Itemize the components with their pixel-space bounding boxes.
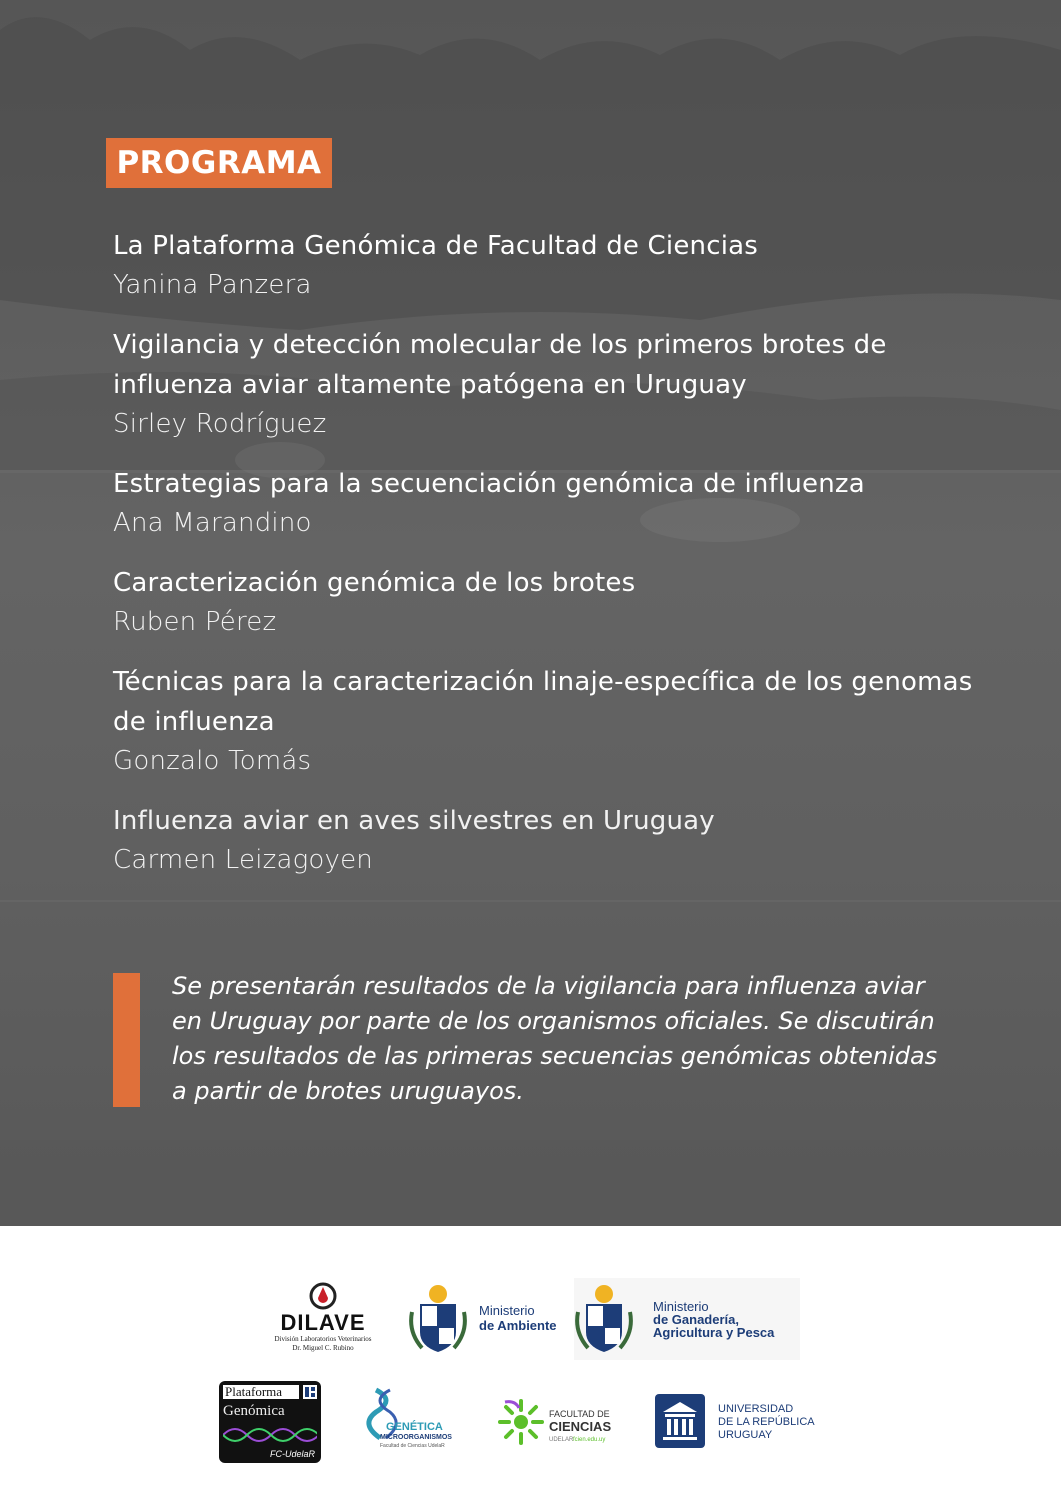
talk-title: Caracterización genómica de los brotes	[113, 568, 636, 598]
udelar-logo	[655, 1394, 815, 1452]
speaker-name: Carmen Leizagoyen	[113, 845, 373, 875]
program-list	[113, 226, 1013, 900]
program-item	[113, 801, 1013, 880]
talk-title: Estrategias para la secuenciación genómica de influenza	[113, 469, 865, 499]
uruguay-coat-of-arms-icon	[574, 1282, 634, 1356]
program-item	[113, 226, 1013, 305]
ciencias-line-3: UDELAR	[549, 1437, 574, 1443]
dilave-name: DILAVE	[280, 1310, 366, 1335]
program-item	[113, 563, 1013, 642]
uruguay-coat-of-arms-icon	[408, 1282, 468, 1356]
udelar-line-1: UNIVERSIDAD	[718, 1403, 794, 1415]
genetica-line-1: GENÉTICA	[386, 1421, 443, 1433]
dna-wave-icon	[223, 1423, 317, 1447]
program-badge: PROGRAMA	[106, 138, 332, 188]
program-item	[113, 662, 1013, 781]
talk-title: Vigilancia y detección molecular de los primeros brotes de influenza aviar altamente patógena en Uruguay	[113, 330, 887, 400]
genetica-line-3: Facultad de Ciencias UdelaR	[380, 1443, 445, 1449]
sponsor-logos	[0, 1226, 1061, 1500]
plataforma-line-2: Genómica	[223, 1403, 285, 1419]
mgap-line-2: de Ganadería,	[653, 1312, 739, 1327]
plataforma-genomica-logo	[219, 1381, 321, 1463]
ciencias-sunburst-icon	[497, 1398, 545, 1446]
note-accent-bar	[113, 973, 140, 1107]
speaker-name: Sirley Rodríguez	[113, 409, 327, 439]
program-item	[113, 325, 1013, 444]
plataforma-grid-icon	[303, 1385, 317, 1399]
genetica-microorganismos-logo	[364, 1384, 460, 1456]
speaker-name: Yanina Panzera	[113, 270, 312, 300]
udelar-building-icon	[655, 1394, 705, 1448]
udelar-line-2: DE LA REPÚBLICA	[718, 1416, 815, 1428]
talk-title: Técnicas para la caracterización linaje-específica de los genomas de influenza	[113, 667, 973, 737]
mgap-line-3: Agricultura y Pesca	[653, 1325, 775, 1340]
ciencias-line-1: FACULTAD DE	[549, 1409, 610, 1419]
udelar-line-3: URUGUAY	[718, 1429, 773, 1441]
talk-title: La Plataforma Genómica de Facultad de Ciencias	[113, 231, 759, 261]
speaker-name: Gonzalo Tomás	[113, 746, 312, 776]
facultad-ciencias-logo	[497, 1396, 617, 1452]
mgap-logo	[574, 1278, 800, 1360]
ciencias-line-2: CIENCIAS	[549, 1419, 612, 1434]
talk-title: Influenza aviar en aves silvestres en Uruguay	[113, 806, 715, 836]
speaker-name: Ruben Pérez	[113, 607, 277, 637]
program-item	[113, 464, 1013, 543]
mgap-line-1: Ministerio	[653, 1299, 709, 1314]
dilave-emblem	[308, 1282, 338, 1310]
ambiente-line-1: Ministerio	[479, 1303, 535, 1318]
plataforma-line-3: FC-UdelaR	[269, 1449, 315, 1459]
ambiente-line-2: de Ambiente	[479, 1318, 557, 1333]
genetica-line-2: MICROORGANISMOS	[380, 1434, 452, 1441]
dilave-subtitle-1: División Laboratorios Veterinarios	[274, 1335, 372, 1343]
plataforma-line-1: Plataforma	[225, 1384, 283, 1399]
speaker-name: Ana Marandino	[113, 508, 312, 538]
note-text: Se presentarán resultados de la vigilancia para influenza aviar en Uruguay por parte de los organismos oficiales. Se discutirán los resultados de las primeras secuencias genómicas obtenidas a partir de brotes uruguayos.	[172, 972, 938, 1105]
ciencias-line-4: fcien.edu.uy	[573, 1437, 606, 1443]
ministerio-ambiente-logo	[408, 1282, 568, 1358]
dilave-subtitle-2: Dr. Miguel C. Rubino	[292, 1344, 354, 1352]
dilave-logo	[264, 1282, 382, 1354]
